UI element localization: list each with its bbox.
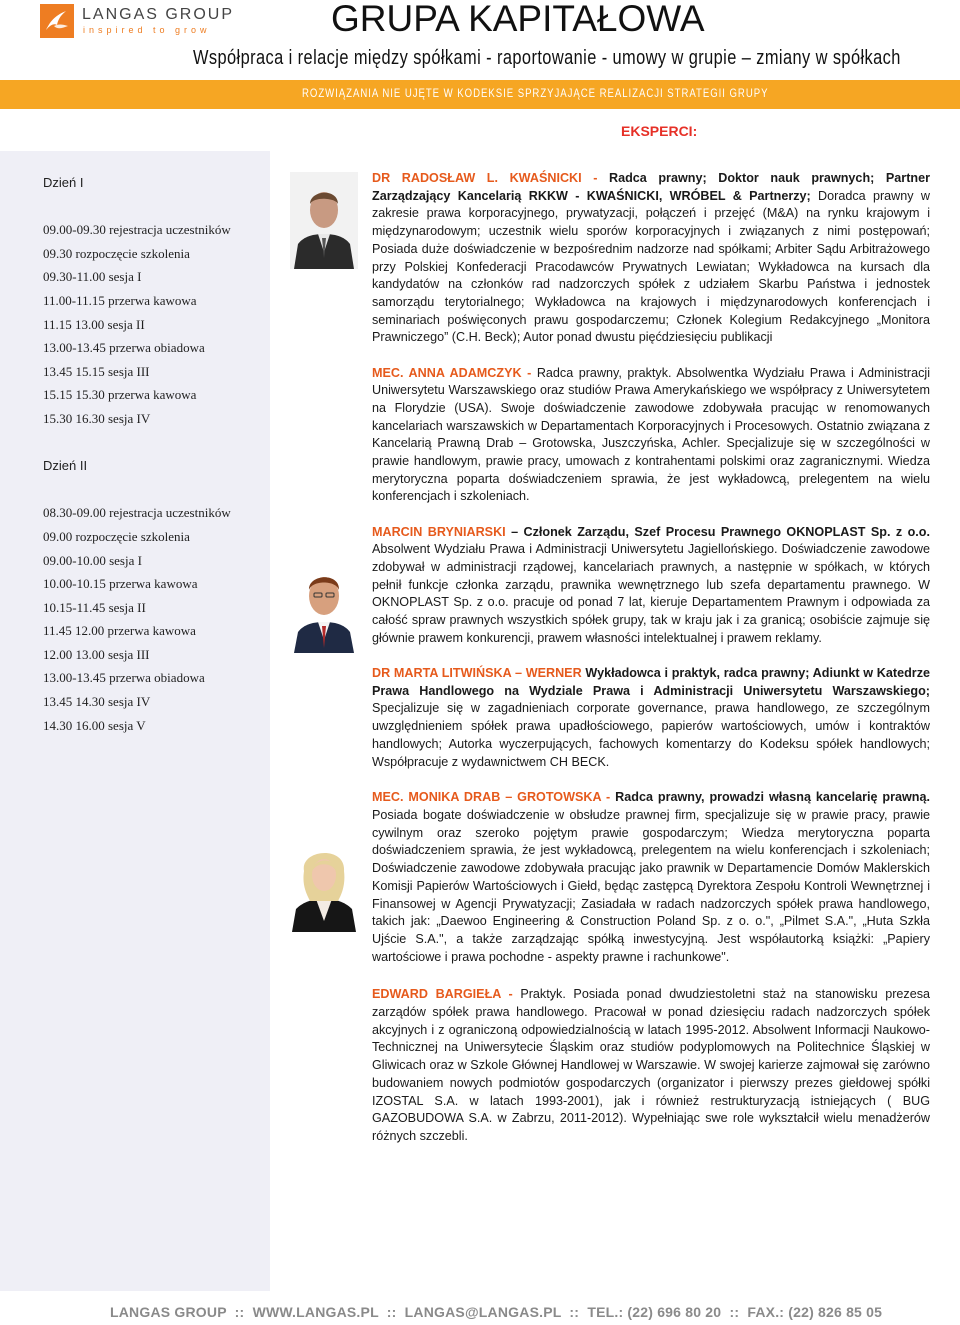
expert-name: DR MARTA LITWIŃSKA – WERNER [372, 666, 582, 681]
expert-entry [372, 986, 930, 1145]
expert-name: MARCIN BRYNIARSKI [372, 524, 506, 539]
expert-bio: Doradca prawny w zakresie prawa korporacyjnego, prywatyzacji, połączeń i przejęć (M&A) na rynku krajowym i międzynarodowym; uczestnik wielu sporów korporacyjnych i związanych z nimi postępowań; Posiada duże doświadczenie w bezpośrednim nadzorze nad spółkami; Arbiter Sądu Arbitrażowego przy Polskiej Konfederacji Pracodawców Prywatnych Lewiatan; Wykładowca na kursach dla kandydatów na członków rad nadzorczych spółek z udziałem Skarbu Państwa i jednostek samorządu terytorialnego; Wykładowca na krajowych i międzynarodowych konferencjach i seminariach poświęconych prawu gospodarczemu; Członek Kolegium Redakcyjnego „Monitora Prawniczego” (C.H. Beck); Autor ponad dwustu pięćdziesięciu publikacji [372, 188, 931, 345]
agenda-spacer [43, 478, 268, 502]
agenda-slot: 11.15 13.00 sesja II [43, 316, 145, 332]
agenda-day-label: Dzień I [43, 175, 84, 190]
agenda-slot: 08.30-09.00 rejestracja uczestników [43, 505, 231, 521]
agenda-slot: 09.00-09.30 rejestracja uczestników [43, 222, 231, 238]
page-subtitle: Współpraca i relacje między spółkami - raportowanie - umowy w grupie – zmiany w spółkach [193, 47, 901, 69]
page-title: GRUPA KAPITAŁOWA [331, 0, 705, 39]
agenda-slot: 12.00 13.00 sesja III [43, 646, 150, 662]
agenda-slot: 10.00-10.15 przerwa kawowa [43, 576, 198, 592]
agenda-slot: 09.30-11.00 sesja I [43, 269, 142, 285]
expert-bio: Posiada bogate doświadczenie w obsłudze prawnej firm, specjalizuje się w prawie pracy, prawie cywilnym oraz szeroko pojętym prawie gospodarczym; Wiedza merytoryczna poparta doświadczeniem sprawia, że jest wykładowcą, prelegentem na wielu konferencjach i szkoleniach; Doświadczenie zawodowe zdobywała pracując jako prawnik w Departamencie Domów Maklerskich Komisji Papierów Wartościowych i Giełd, będąc zastępcą Dyrektora Zespołu Kontroli Wewnętrznej i Finansowej w Agencji Prywatyzacji; Zasiadała w radach nadzorczych spółek prawa handlowego, takich jak: „Daewoo Engineering & Construction Poland Sp. z o. o.", „Pilmet S.A.", „Huta Szkła Ujście S.A.", a także zarządzając spółką inwestycyjną. Jest współautorką książki: „Papiery wartościowe i prawa pochodne - aspekty prawne i rachunkowe". [372, 808, 930, 964]
expert-photo-kwasnicki [290, 172, 358, 269]
expert-entry [372, 524, 930, 648]
logo-bird-icon [40, 4, 74, 38]
expert-entry [372, 665, 930, 771]
expert-name: EDWARD BARGIEŁA - [372, 987, 521, 1002]
expert-role: Radca prawny, prowadzi własną kancelarię prawną. [615, 790, 930, 805]
agenda-slot: 15.30 16.30 sesja IV [43, 410, 151, 426]
topic-banner-text: ROZWIĄZANIA NIE UJĘTE W KODEKSIE SPRZYJAJĄCE REALIZACJI STRATEGII GRUPY [302, 86, 769, 100]
agenda-slot: 14.30 16.00 sesja V [43, 717, 146, 733]
agenda-slot: 09.00 rozpoczęcie szkolenia [43, 528, 190, 544]
agenda-slot: 13.00-13.45 przerwa obiadowa [43, 670, 205, 686]
expert-bio: Radca prawny, praktyk. Absolwentka Wydziału Prawa i Administracji Uniwersytetu Warszawskiego oraz studiów Prawa Amerykańskiego we współpracy z Uniwersytetem na Florydzie (USA). Swoje doświadczenie zawodowe zdobywała pracując w renomowanych kancelariach warszawskich w Departamentach Korporacyjnych i Procesowych. Ostatnio związana z Kancelarią Prawną Drab – Grotowska, Juszczyńska, Achler. Specjalizuje się w szczególności w prawie handlowym, prawie pracy, umowach z kontrahentami polskimi oraz zagranicznymi. Wiedza merytoryczna poparta doświadczeniem sprawia, że jest wykładowcą, prelegentem na wielu konferencjach i szkoleniach. [372, 365, 930, 504]
agenda-slot: 11.00-11.15 przerwa kawowa [43, 292, 197, 308]
page-footer: LANGAS GROUP :: WWW.LANGAS.PL :: LANGAS@LANGAS.PL :: TEL.: (22) 696 80 20 :: FAX.: (22) 826 85 05 [110, 1304, 883, 1320]
expert-name: MEC. ANNA ADAMCZYK - [372, 365, 537, 380]
expert-entry [372, 365, 930, 507]
agenda-spacer [43, 431, 268, 455]
expert-bio: Absolwent Wydziału Prawa i Administracji Uniwersytetu Jagiellońskiego. Doświadczenie zawodowe zdobywał w administracji rządowej, kancelariach prawnych, a następnie w spółkach, w których pełnił funkcje członka zarządu, prawnika wewnętrznego lub szefa departamentu prawnego. W OKNOPLAST Sp. z o.o. pracuje od ponad 7 lat, kieruje Departamentem Prawnym i odpowiada za całość spraw prawnych wszystkich spółek grupy, tak w kraju jak i za granicą; osobiście zajmuje się głównie prawem konkurencji, prawem własności intelektualnej i prawem reklamy. [372, 542, 930, 645]
agenda-slot: 09.00-10.00 sesja I [43, 552, 142, 568]
expert-name: MEC. MONIKA DRAB – GROTOWSKA - [372, 790, 616, 805]
experts-heading: EKSPERCI: [621, 123, 698, 139]
agenda-list [43, 171, 268, 737]
expert-entry [372, 789, 930, 966]
experts-content [372, 170, 930, 1163]
expert-bio: Praktyk. Posiada ponad dwudziestoletni staż na stanowisku prezesa zarządów spółek prawa handlowego. Pracował w ponad dziesięciu radach nadzorczych spółek akcyjnych i z ograniczoną odpowiedzialnością w latach 1995-2012. Absolwent Informacji Naukowo-Technicznej na Uniwersytecie Śląskim oraz studiów podyplomowych na Politechnice Śląskiej w Gliwicach oraz w Szkole Głównej Handlowej w Warszawie. W swojej karierze zajmował się zarówno budowaniem nowych podmiotów gospodarczych (organizator i pierwszy prezes giełdowej spółki IZOSTAL S.A. w latach 1993-2001), jak i również restrukturyzacją istniejących ( BUG GAZOBUDOWA S.A. w Zabrzu, 2011-2012). Wypełniając swe role wykształcił wielu menadżerów różnych szczebli. [372, 987, 930, 1143]
expert-role: Wykładowca i praktyk, radca prawny; Adiunkt w Katedrze Prawa Handlowego na Wydziale Prawa i Administracji Uniwersytetu Warszawskiego; [372, 666, 931, 698]
agenda-slot: 13.45 14.30 sesja IV [43, 694, 151, 710]
logo-tagline: inspired to grow [83, 25, 211, 35]
agenda-slot: 13.00-13.45 przerwa obiadowa [43, 340, 205, 356]
logo-name: LANGAS GROUP [82, 6, 235, 23]
expert-photo-drab-grotowska [290, 831, 358, 932]
expert-photo-bryniarski [290, 556, 358, 653]
expert-role: Radca prawny; Doktor nauk prawnych; Partner Zarządzający Kancelarią RKKW - KWAŚNICKI, WRÓBEL & Partnerzy; [372, 171, 930, 203]
expert-bio: Specjalizuje się w zagadnieniach corporate governance, prawa handlowego, ze szczególnym uwzględnieniem spółek prawa upadłościowego, papierów wartościowych, umów i kontraktów handlowych; Autorka wyczerpujących, fachowych komentarzy do Kodeksu spółek handlowych; Współpracuje z wydawnictwem CH BECK. [372, 701, 930, 769]
agenda-slot: 13.45 15.15 sesja III [43, 363, 150, 379]
expert-entry [372, 170, 930, 347]
company-logo [40, 4, 240, 40]
agenda-slot: 11.45 12.00 przerwa kawowa [43, 623, 196, 639]
agenda-slot: 09.30 rozpoczęcie szkolenia [43, 245, 190, 261]
agenda-day-label: Dzień II [43, 458, 88, 474]
page-header [0, 0, 960, 80]
agenda-slot: 10.15-11.45 sesja II [43, 599, 146, 615]
agenda-spacer [43, 195, 268, 219]
expert-role: – Członek Zarządu, Szef Procesu Prawnego OKNOPLAST Sp. z o.o. [505, 524, 930, 539]
expert-name: DR RADOSŁAW L. KWAŚNICKI - [372, 171, 609, 185]
agenda-slot: 15.15 15.30 przerwa kawowa [43, 387, 197, 403]
